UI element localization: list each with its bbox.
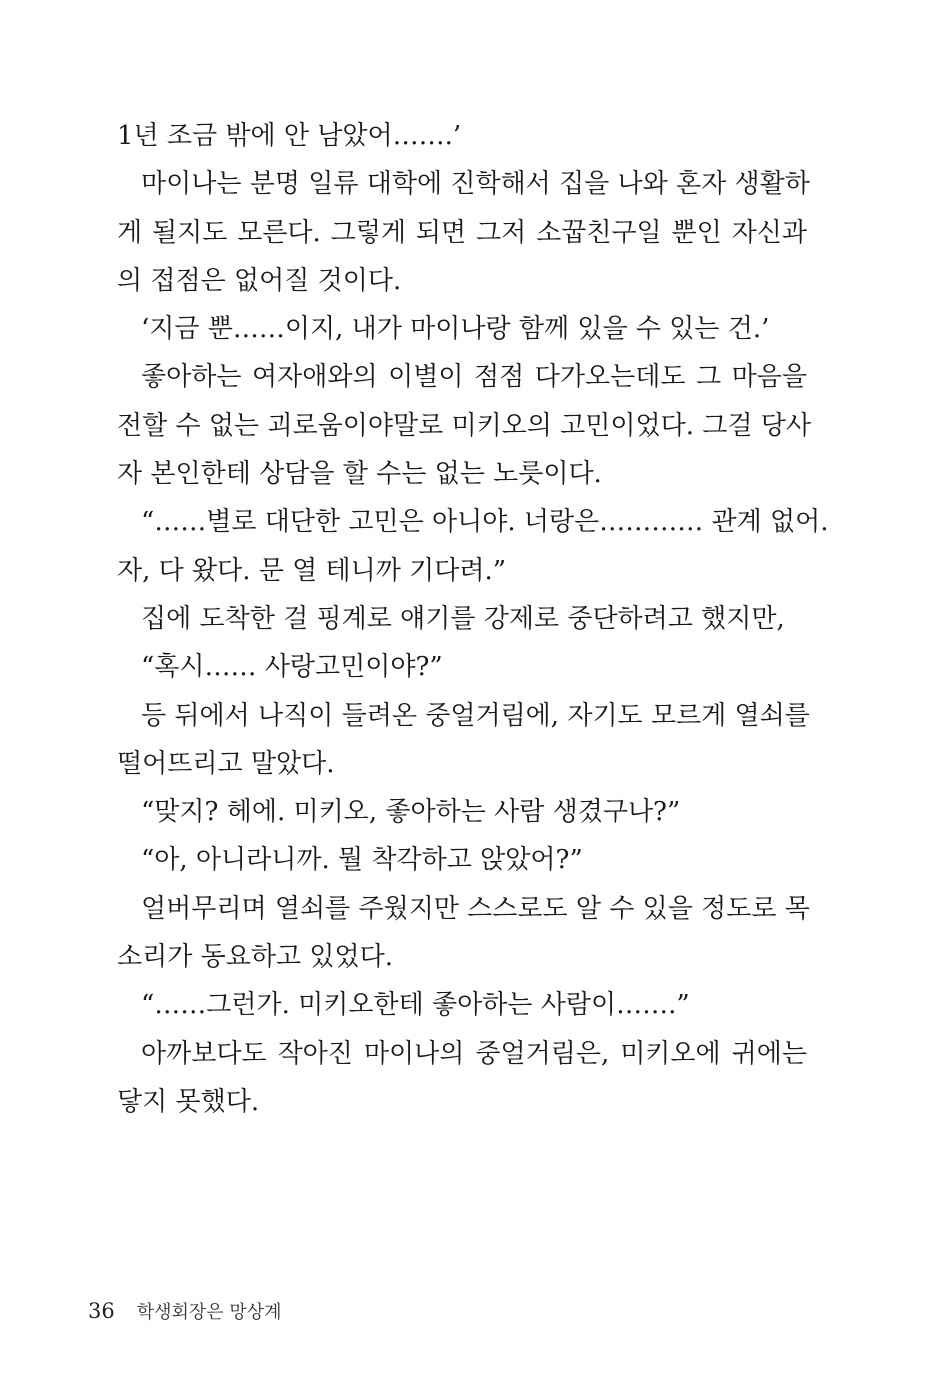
text-line: 자, 다 왔다. 문 열 테니까 기다려.” xyxy=(117,555,507,586)
text-line: 닿지 못했다. xyxy=(117,1086,260,1117)
text-line: 소리가 동요하고 있었다. xyxy=(117,942,393,973)
text-line: 얼버무리며 열쇠를 주웠지만 스스로도 알 수 있을 정도로 목 xyxy=(141,893,810,924)
text-line: 자 본인한테 상담을 할 수는 없는 노릇이다. xyxy=(117,459,602,490)
text-line: 게 될지도 모른다. 그렇게 되면 그저 소꿉친구일 뿐인 자신과 xyxy=(117,217,807,248)
text-line: 전할 수 없는 괴로움이야말로 미키오의 고민이었다. 그걸 당사 xyxy=(117,410,812,441)
text-line: “아, 아니라니까. 뭘 착각하고 앉았어?” xyxy=(141,845,583,876)
text-line: 등 뒤에서 나직이 들려온 중얼거림에, 자기도 모르게 열쇠를 xyxy=(141,700,810,731)
text-line: “맞지? 헤에. 미키오, 좋아하는 사람 생겼구나?” xyxy=(141,797,681,828)
text-line: 아까보다도 작아진 마이나의 중얼거림은, 미키오에 귀에는 xyxy=(141,1038,807,1069)
text-line: 1년 조금 밖에 안 남았어…….’ xyxy=(117,121,462,151)
text-line: “……그런가. 미키오한테 좋아하는 사람이…….” xyxy=(141,990,690,1021)
page-number: 36 xyxy=(88,1299,115,1323)
running-title: 학생회장은 망상계 xyxy=(136,1302,282,1323)
page-footer xyxy=(88,1296,282,1326)
text-line: 좋아하는 여자애와의 이별이 점점 다가오는데도 그 마음을 xyxy=(141,362,807,393)
text-line: 떨어뜨리고 말았다. xyxy=(117,748,335,779)
page-body xyxy=(117,112,829,1126)
text-line: 집에 도착한 걸 핑계로 얘기를 강제로 중단하려고 했지만, xyxy=(141,603,785,634)
text-line: ‘지금 뿐……이지, 내가 마이나랑 함께 있을 수 있는 건.’ xyxy=(141,314,770,345)
text-line: 의 접점은 없어질 것이다. xyxy=(117,265,402,296)
text-line: 마이나는 분명 일류 대학에 진학해서 집을 나와 혼자 생활하 xyxy=(141,169,810,200)
text-line: “……별로 대단한 고민은 아니야. 너랑은………… 관계 없어. xyxy=(141,507,829,538)
text-line: “혹시…… 사랑고민이야?” xyxy=(141,652,443,683)
